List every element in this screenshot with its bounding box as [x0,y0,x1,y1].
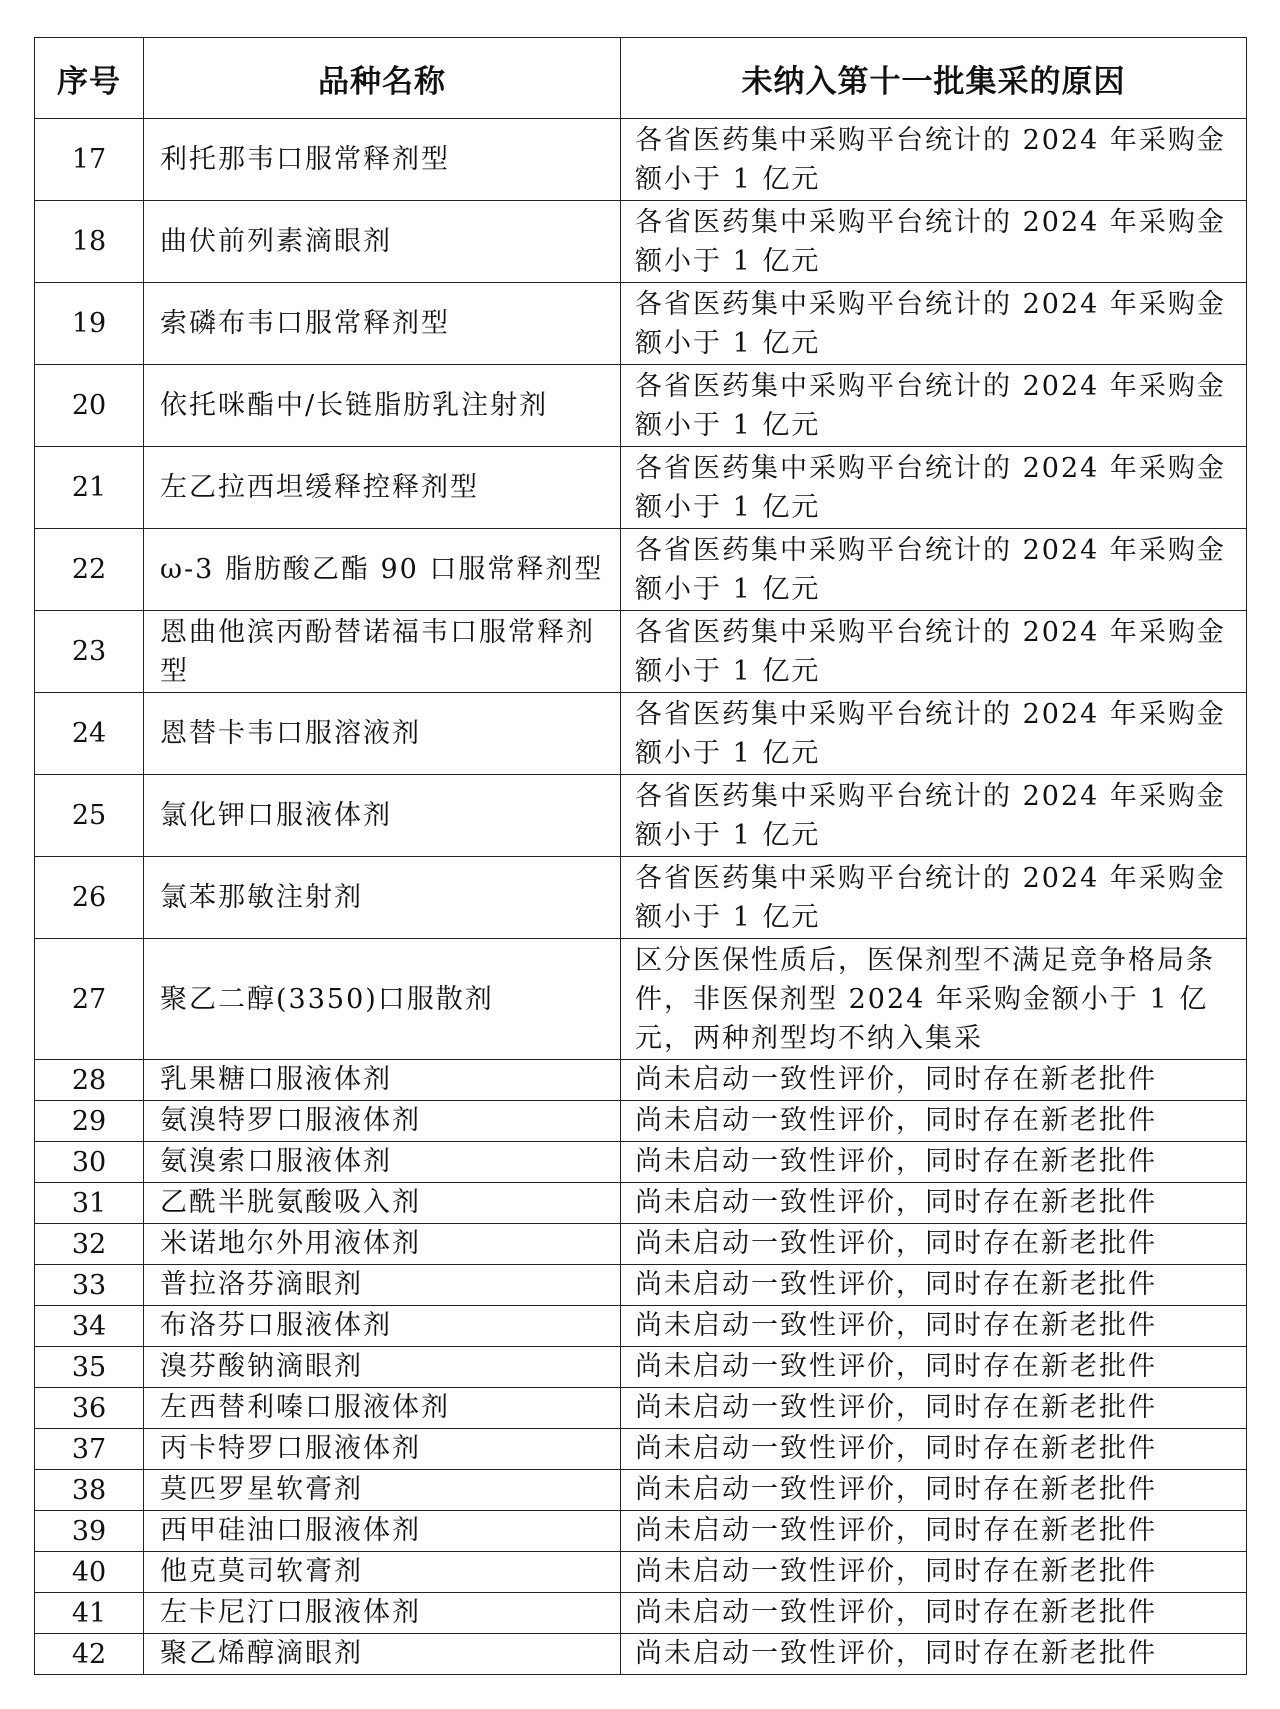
drug-name-cell: 左西替利嗪口服液体剂 [144,1388,621,1429]
exclusion-reason-cell: 各省医药集中采购平台统计的 2024 年采购金额小于 1 亿元 [621,529,1247,611]
serial-number-cell: 36 [35,1388,144,1429]
exclusion-reason-cell: 各省医药集中采购平台统计的 2024 年采购金额小于 1 亿元 [621,119,1247,201]
exclusion-reason-cell: 各省医药集中采购平台统计的 2024 年采购金额小于 1 亿元 [621,447,1247,529]
header-serial-number: 序号 [35,38,144,119]
table-row [35,1306,1247,1347]
drug-name-cell: 聚乙二醇(3350)口服散剂 [144,939,621,1060]
exclusion-reason-cell: 尚未启动一致性评价，同时存在新老批件 [621,1347,1247,1388]
exclusion-reason-cell: 各省医药集中采购平台统计的 2024 年采购金额小于 1 亿元 [621,201,1247,283]
serial-number-cell: 28 [35,1060,144,1101]
procurement-exclusion-table [34,37,1247,1675]
drug-name-cell: 索磷布韦口服常释剂型 [144,283,621,365]
table-row [35,1142,1247,1183]
drug-name-cell: 莫匹罗星软膏剂 [144,1470,621,1511]
drug-name-cell: 丙卡特罗口服液体剂 [144,1429,621,1470]
exclusion-reason-cell: 尚未启动一致性评价，同时存在新老批件 [621,1060,1247,1101]
drug-name-cell: 氨溴特罗口服液体剂 [144,1101,621,1142]
drug-name-cell: 乳果糖口服液体剂 [144,1060,621,1101]
serial-number-cell: 35 [35,1347,144,1388]
serial-number-cell: 30 [35,1142,144,1183]
table-row [35,1101,1247,1142]
drug-name-cell: 曲伏前列素滴眼剂 [144,201,621,283]
exclusion-reason-cell: 各省医药集中采购平台统计的 2024 年采购金额小于 1 亿元 [621,365,1247,447]
exclusion-reason-cell: 各省医药集中采购平台统计的 2024 年采购金额小于 1 亿元 [621,775,1247,857]
serial-number-cell: 18 [35,201,144,283]
serial-number-cell: 24 [35,693,144,775]
drug-name-cell: 氨溴索口服液体剂 [144,1142,621,1183]
drug-name-cell: 米诺地尔外用液体剂 [144,1224,621,1265]
serial-number-cell: 42 [35,1634,144,1675]
table-row [35,1429,1247,1470]
exclusion-reason-cell: 尚未启动一致性评价，同时存在新老批件 [621,1101,1247,1142]
drug-name-cell: 利托那韦口服常释剂型 [144,119,621,201]
exclusion-reason-cell: 尚未启动一致性评价，同时存在新老批件 [621,1388,1247,1429]
table-row [35,201,1247,283]
table-row [35,1265,1247,1306]
table-row [35,1347,1247,1388]
serial-number-cell: 33 [35,1265,144,1306]
serial-number-cell: 19 [35,283,144,365]
drug-name-cell: 依托咪酯中/长链脂肪乳注射剂 [144,365,621,447]
table-row [35,1470,1247,1511]
exclusion-reason-cell: 尚未启动一致性评价，同时存在新老批件 [621,1142,1247,1183]
table-row [35,365,1247,447]
drug-name-cell: 恩曲他滨丙酚替诺福韦口服常释剂型 [144,611,621,693]
table-row [35,611,1247,693]
exclusion-reason-cell: 尚未启动一致性评价，同时存在新老批件 [621,1511,1247,1552]
serial-number-cell: 20 [35,365,144,447]
table-row [35,119,1247,201]
serial-number-cell: 40 [35,1552,144,1593]
serial-number-cell: 29 [35,1101,144,1142]
drug-name-cell: 左卡尼汀口服液体剂 [144,1593,621,1634]
serial-number-cell: 27 [35,939,144,1060]
serial-number-cell: 26 [35,857,144,939]
serial-number-cell: 23 [35,611,144,693]
header-exclusion-reason: 未纳入第十一批集采的原因 [621,38,1247,119]
serial-number-cell: 31 [35,1183,144,1224]
exclusion-reason-cell: 尚未启动一致性评价，同时存在新老批件 [621,1183,1247,1224]
drug-name-cell: 布洛芬口服液体剂 [144,1306,621,1347]
table-row [35,1634,1247,1675]
drug-name-cell: ω-3 脂肪酸乙酯 90 口服常释剂型 [144,529,621,611]
table-row [35,1552,1247,1593]
serial-number-cell: 38 [35,1470,144,1511]
table-row [35,1060,1247,1101]
drug-name-cell: 西甲硅油口服液体剂 [144,1511,621,1552]
serial-number-cell: 21 [35,447,144,529]
serial-number-cell: 39 [35,1511,144,1552]
exclusion-reason-cell: 尚未启动一致性评价，同时存在新老批件 [621,1593,1247,1634]
table-row [35,939,1247,1060]
table-row [35,1388,1247,1429]
exclusion-reason-cell: 尚未启动一致性评价，同时存在新老批件 [621,1306,1247,1347]
table-row [35,1511,1247,1552]
drug-name-cell: 乙酰半胱氨酸吸入剂 [144,1183,621,1224]
serial-number-cell: 17 [35,119,144,201]
exclusion-reason-cell: 尚未启动一致性评价，同时存在新老批件 [621,1224,1247,1265]
drug-name-cell: 氯苯那敏注射剂 [144,857,621,939]
table-row [35,775,1247,857]
serial-number-cell: 34 [35,1306,144,1347]
exclusion-reason-cell: 区分医保性质后，医保剂型不满足竞争格局条件，非医保剂型 2024 年采购金额小于 1 亿元，两种剂型均不纳入集采 [621,939,1247,1060]
exclusion-reason-cell: 尚未启动一致性评价，同时存在新老批件 [621,1470,1247,1511]
table-row [35,1593,1247,1634]
drug-name-cell: 聚乙烯醇滴眼剂 [144,1634,621,1675]
exclusion-reason-cell: 尚未启动一致性评价，同时存在新老批件 [621,1552,1247,1593]
serial-number-cell: 37 [35,1429,144,1470]
serial-number-cell: 32 [35,1224,144,1265]
exclusion-reason-cell: 尚未启动一致性评价，同时存在新老批件 [621,1634,1247,1675]
table-row [35,447,1247,529]
serial-number-cell: 22 [35,529,144,611]
table-row [35,693,1247,775]
table-row [35,1224,1247,1265]
drug-name-cell: 恩替卡韦口服溶液剂 [144,693,621,775]
exclusion-reason-cell: 各省医药集中采购平台统计的 2024 年采购金额小于 1 亿元 [621,283,1247,365]
drug-name-cell: 左乙拉西坦缓释控释剂型 [144,447,621,529]
drug-name-cell: 普拉洛芬滴眼剂 [144,1265,621,1306]
drug-name-cell: 溴芬酸钠滴眼剂 [144,1347,621,1388]
table-body [35,119,1247,1675]
exclusion-reason-cell: 尚未启动一致性评价，同时存在新老批件 [621,1265,1247,1306]
table-row [35,529,1247,611]
exclusion-reason-cell: 各省医药集中采购平台统计的 2024 年采购金额小于 1 亿元 [621,693,1247,775]
table-row [35,1183,1247,1224]
exclusion-reason-cell: 尚未启动一致性评价，同时存在新老批件 [621,1429,1247,1470]
serial-number-cell: 25 [35,775,144,857]
serial-number-cell: 41 [35,1593,144,1634]
header-drug-name: 品种名称 [144,38,621,119]
drug-name-cell: 氯化钾口服液体剂 [144,775,621,857]
table-row [35,857,1247,939]
exclusion-reason-cell: 各省医药集中采购平台统计的 2024 年采购金额小于 1 亿元 [621,611,1247,693]
table-row [35,283,1247,365]
exclusion-reason-cell: 各省医药集中采购平台统计的 2024 年采购金额小于 1 亿元 [621,857,1247,939]
drug-name-cell: 他克莫司软膏剂 [144,1552,621,1593]
table-header-row [35,38,1247,119]
